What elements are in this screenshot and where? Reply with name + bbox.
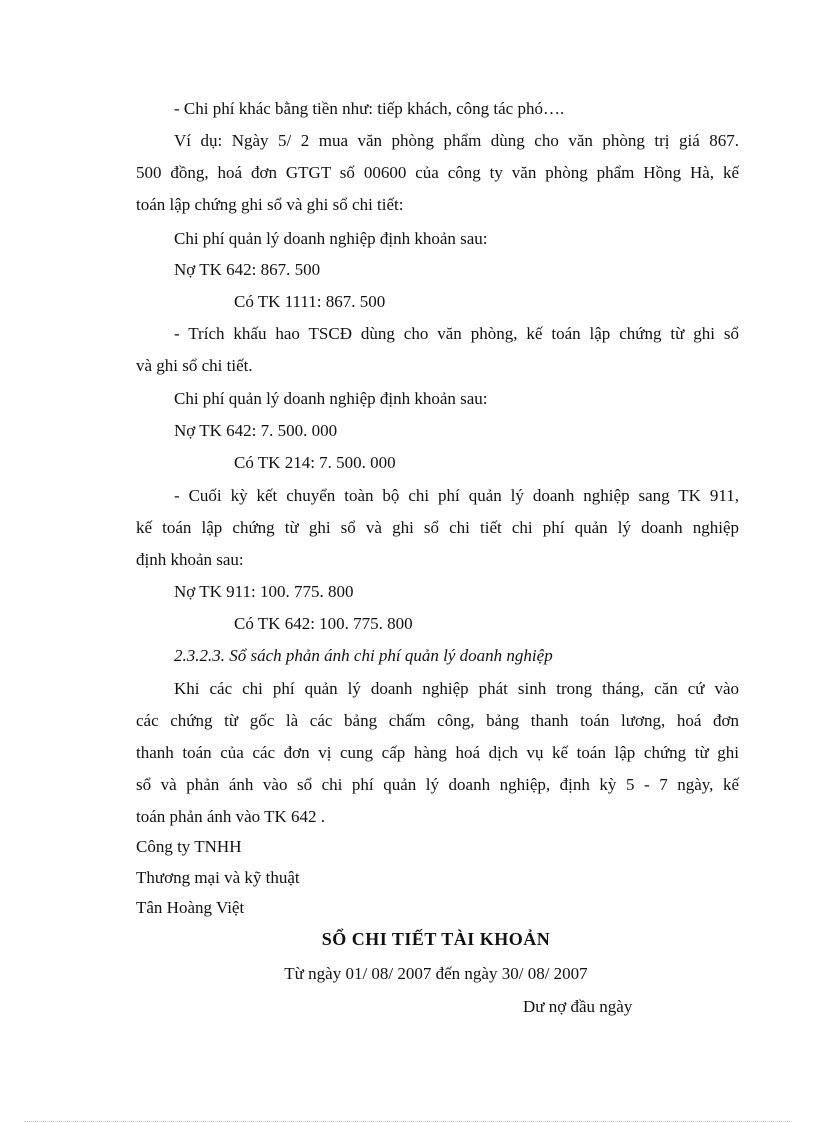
debit-entry-1: Nợ TK 642: 867. 500 bbox=[174, 260, 321, 279]
paragraph-books-line-4: sổ và phản ánh vào sổ chi phí quản lý doanh nghiệp, định kỳ 5 - 7 ngày, kế bbox=[136, 775, 739, 794]
credit-entry-2: Có TK 214: 7. 500. 000 bbox=[234, 453, 396, 472]
paragraph-books-line-2: các chứng từ gốc là các bảng chấm công, bảng thanh toán lương, hoá đơn bbox=[136, 711, 739, 730]
credit-entry-1: Có TK 1111: 867. 500 bbox=[234, 292, 386, 311]
company-name-line-1: Công ty TNHH bbox=[136, 837, 242, 856]
opening-balance-label: Dư nợ đầu ngày bbox=[523, 997, 633, 1016]
company-name-line-3: Tân Hoàng Việt bbox=[136, 898, 245, 917]
paragraph-closing-line-2: kế toán lập chứng từ ghi sổ và ghi sổ chi tiết chi phí quản lý doanh nghiệp bbox=[136, 518, 739, 537]
credit-entry-3: Có TK 642: 100. 775. 800 bbox=[234, 614, 413, 633]
paragraph-example-line-2: 500 đồng, hoá đơn GTGT số 00600 của công ty văn phòng phẩm Hồng Hà, kế bbox=[136, 163, 739, 182]
paragraph-example-line-3: toán lập chứng ghi sổ và ghi sổ chi tiết: bbox=[136, 195, 404, 214]
paragraph-closing-line-1: - Cuối kỳ kết chuyển toàn bộ chi phí quản lý doanh nghiệp sang TK 911, bbox=[174, 486, 739, 505]
company-name-line-2: Thương mại và kỹ thuật bbox=[136, 868, 300, 887]
paragraph-entry-heading-1: Chi phí quản lý doanh nghiệp định khoản sau: bbox=[174, 229, 488, 248]
page-bottom-divider bbox=[24, 1121, 792, 1122]
paragraph-books-line-1: Khi các chi phí quản lý doanh nghiệp phát sinh trong tháng, căn cứ vào bbox=[174, 679, 739, 698]
ledger-title: SỔ CHI TIẾT TÀI KHOẢN bbox=[321, 929, 551, 949]
paragraph-example-line-1: Ví dụ: Ngày 5/ 2 mua văn phòng phẩm dùng cho văn phòng trị giá 867. bbox=[174, 131, 739, 150]
paragraph-entry-heading-2: Chi phí quản lý doanh nghiệp định khoản sau: bbox=[174, 389, 488, 408]
paragraph-depreciation-line-2: và ghi sổ chi tiết. bbox=[136, 356, 253, 375]
section-heading: 2.3.2.3. Sổ sách phản ánh chi phí quản lý doanh nghiệp bbox=[174, 646, 553, 665]
paragraph-other-expenses: - Chi phí khác bằng tiền như: tiếp khách, công tác phó…. bbox=[174, 99, 565, 118]
paragraph-depreciation-line-1: - Trích khấu hao TSCĐ dùng cho văn phòng, kế toán lập chứng từ ghi sổ bbox=[174, 324, 739, 343]
debit-entry-2: Nợ TK 642: 7. 500. 000 bbox=[174, 421, 338, 440]
paragraph-closing-line-3: định khoản sau: bbox=[136, 550, 244, 569]
paragraph-books-line-5: toán phản ánh vào TK 642 . bbox=[136, 807, 326, 826]
paragraph-books-line-3: thanh toán của các đơn vị cung cấp hàng hoá dịch vụ kế toán lập chứng từ ghi bbox=[136, 743, 739, 762]
debit-entry-3: Nợ TK 911: 100. 775. 800 bbox=[174, 582, 354, 601]
ledger-period: Từ ngày 01/ 08/ 2007 đến ngày 30/ 08/ 2007 bbox=[284, 964, 588, 983]
